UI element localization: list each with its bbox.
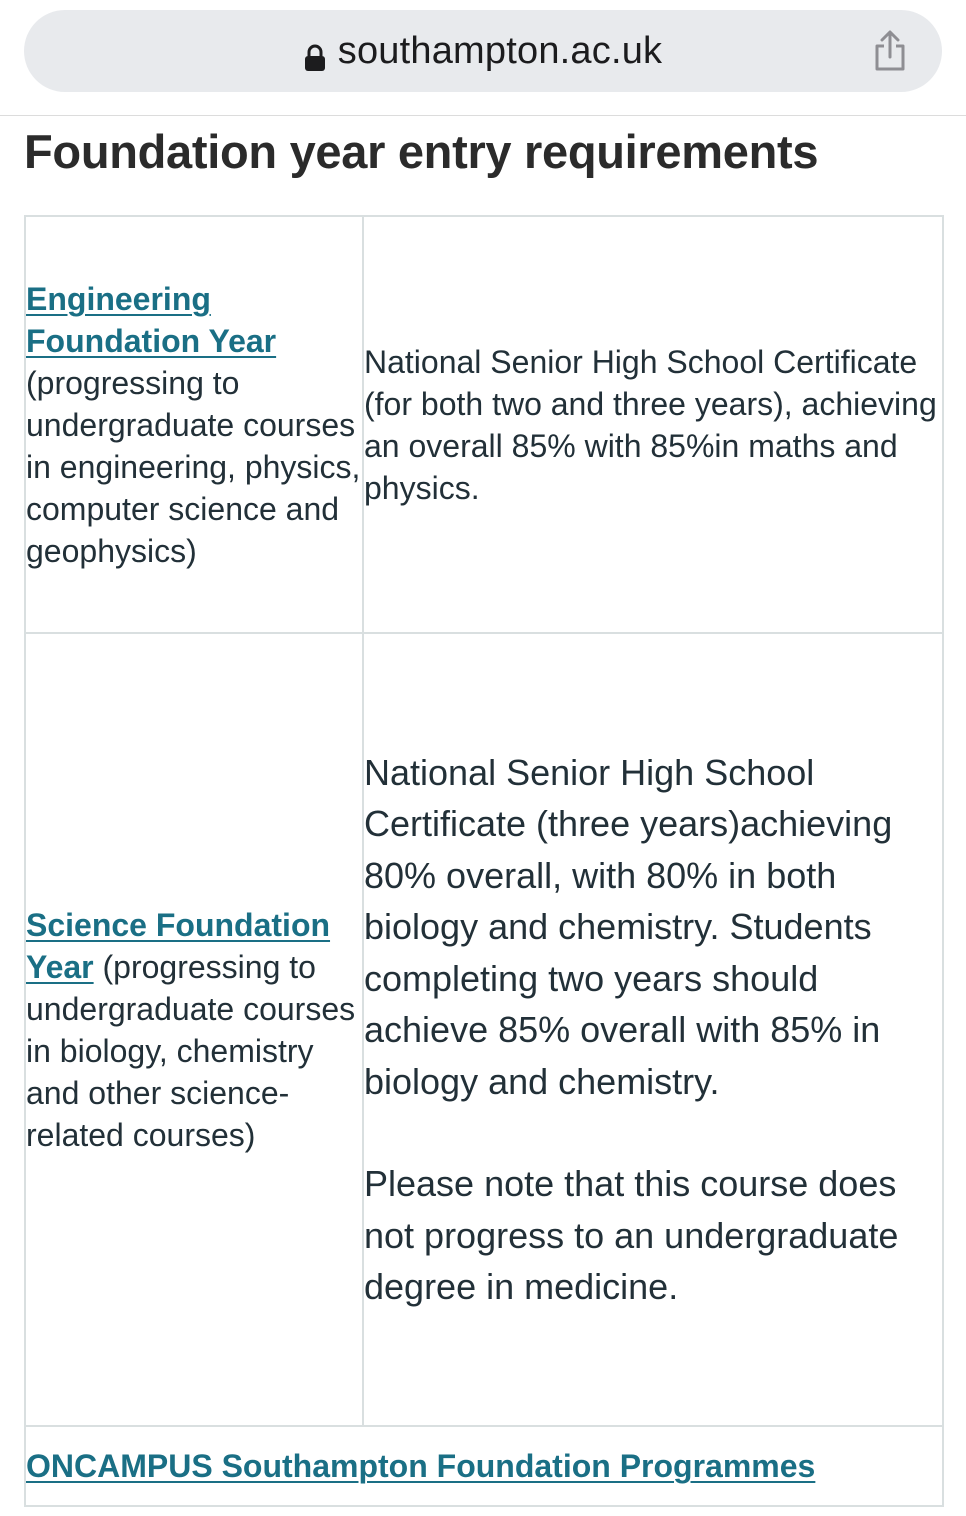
url-text: southampton.ac.uk xyxy=(337,29,663,72)
requirement-cell xyxy=(363,216,943,633)
url-display[interactable] xyxy=(304,30,663,73)
header-divider xyxy=(0,115,966,116)
oncampus-foundation-programmes-link[interactable]: ONCAMPUS Southampton Foundation Programmes xyxy=(26,1448,816,1484)
lock-icon xyxy=(304,39,326,67)
share-icon[interactable] xyxy=(872,30,908,72)
requirement-text: National Senior High School Certificate (three years)achieving 80% overall, with 80% in both biology and chemistry. Students completing two years should achieve 85% overall with 85% in biology and chemistry. xyxy=(364,751,893,1102)
engineering-foundation-year-link[interactable]: Engineering Foundation Year xyxy=(26,280,277,359)
page-title: Foundation year entry requirements xyxy=(24,125,819,178)
requirement-text: National Senior High School Certificate (for both two and three years), achieving an overall 85% with 85%in maths and physics. xyxy=(364,343,937,506)
footer-cell xyxy=(25,1426,943,1506)
address-bar[interactable] xyxy=(24,10,942,92)
table-row xyxy=(25,1426,943,1506)
table-row xyxy=(25,633,943,1426)
table-row xyxy=(25,216,943,633)
program-description: (progressing to undergraduate courses in biology, chemistry and other science-related courses) xyxy=(26,948,356,1153)
science-foundation-year-link[interactable]: Science Foundation Year xyxy=(26,906,331,985)
program-cell xyxy=(25,633,363,1426)
requirement-cell xyxy=(363,633,943,1426)
requirements-table xyxy=(24,215,944,1507)
program-description: (progressing to undergraduate courses in engineering, physics, computer science and geophysics) xyxy=(26,364,361,569)
paragraph-spacer xyxy=(364,1107,942,1158)
requirement-note: Please note that this course does not progress to an undergraduate degree in medicine. xyxy=(364,1163,899,1307)
program-cell xyxy=(25,216,363,633)
